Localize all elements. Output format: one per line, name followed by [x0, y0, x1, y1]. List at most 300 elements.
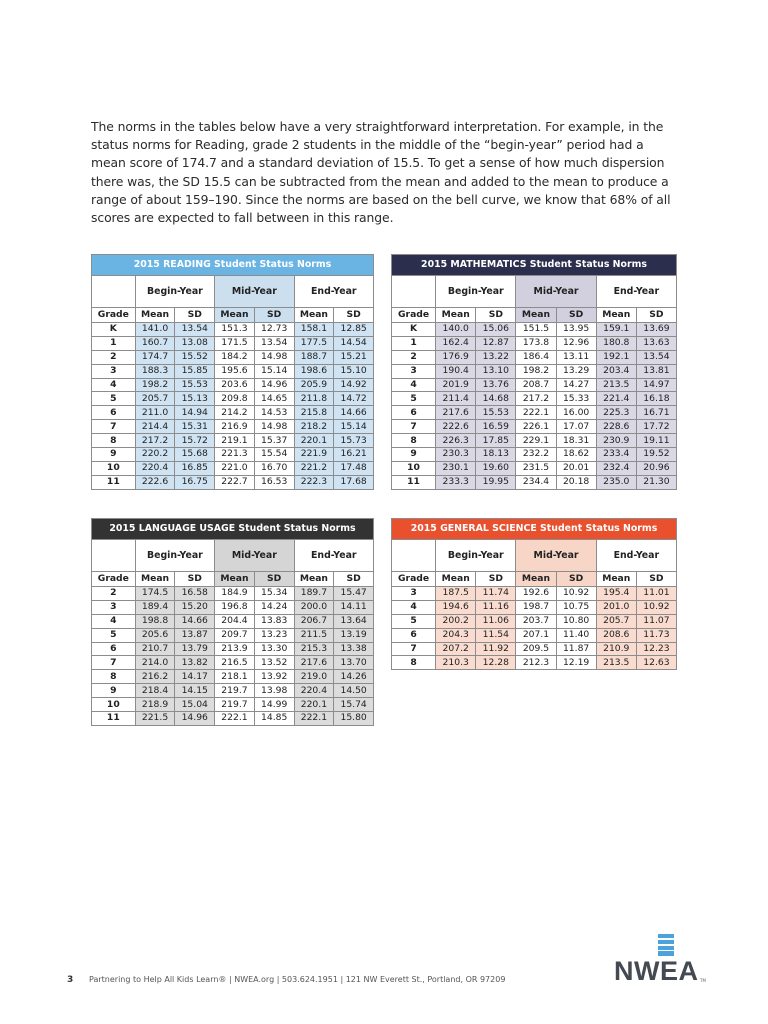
value-cell: 230.9 — [596, 434, 636, 448]
table-row — [392, 642, 677, 656]
value-cell: 15.80 — [334, 712, 374, 726]
value-cell: 212.3 — [516, 656, 556, 670]
value-cell: 14.66 — [334, 406, 374, 420]
value-cell: 226.1 — [516, 420, 556, 434]
value-cell: 162.4 — [436, 336, 476, 350]
table-row — [92, 642, 374, 656]
value-cell: 200.2 — [436, 614, 476, 628]
value-cell: 159.1 — [596, 323, 636, 337]
value-cell: 17.48 — [334, 461, 374, 475]
grade-cell: 3 — [92, 600, 136, 614]
grade-cell: 4 — [392, 600, 436, 614]
footer-text: Partnering to Help All Kids Learn® | NWEA.org | 503.624.1951 | 121 NW Everett St., Portland, OR 97209 — [89, 975, 506, 984]
value-cell: 203.7 — [516, 614, 556, 628]
value-cell: 218.2 — [294, 420, 334, 434]
value-cell: 15.04 — [175, 698, 215, 712]
table-row — [92, 614, 374, 628]
value-cell: 195.4 — [596, 587, 636, 601]
value-cell: 11.16 — [476, 600, 516, 614]
value-cell: 13.98 — [254, 684, 294, 698]
table-row — [92, 600, 374, 614]
value-cell: 15.54 — [254, 448, 294, 462]
table-row — [92, 670, 374, 684]
value-cell: 15.21 — [334, 350, 374, 364]
value-cell: 16.70 — [254, 461, 294, 475]
value-cell: 16.18 — [636, 392, 676, 406]
value-cell: 221.4 — [596, 392, 636, 406]
value-cell: 186.4 — [516, 350, 556, 364]
period-header-begin: Begin-Year — [135, 540, 214, 572]
value-cell: 13.83 — [254, 614, 294, 628]
table-row — [92, 323, 374, 337]
value-cell: 14.85 — [254, 712, 294, 726]
value-cell: 10.92 — [556, 587, 596, 601]
value-cell: 213.5 — [596, 378, 636, 392]
value-cell: 140.0 — [436, 323, 476, 337]
grade-cell: 5 — [92, 628, 136, 642]
column-header-mean: Mean — [294, 308, 334, 323]
value-cell: 10.75 — [556, 600, 596, 614]
table-row — [392, 336, 677, 350]
value-cell: 10.92 — [636, 600, 676, 614]
logo-wordmark: NWEA — [614, 956, 699, 986]
value-cell: 20.18 — [556, 475, 596, 489]
value-cell: 13.95 — [556, 323, 596, 337]
table-row — [392, 434, 677, 448]
value-cell: 198.6 — [294, 364, 334, 378]
value-cell: 217.2 — [135, 434, 175, 448]
table-title: 2015 GENERAL SCIENCE Student Status Norms — [392, 519, 677, 540]
value-cell: 17.07 — [556, 420, 596, 434]
value-cell: 203.6 — [215, 378, 255, 392]
page-footer — [67, 975, 505, 985]
value-cell: 15.13 — [175, 392, 215, 406]
column-header-mean: Mean — [294, 572, 334, 587]
value-cell: 13.23 — [254, 628, 294, 642]
column-header-mean: Mean — [436, 308, 476, 323]
value-cell: 201.0 — [596, 600, 636, 614]
value-cell: 160.7 — [135, 336, 175, 350]
table-row — [92, 364, 374, 378]
value-cell: 19.60 — [476, 461, 516, 475]
norms-table — [91, 254, 374, 490]
value-cell: 184.2 — [215, 350, 255, 364]
value-cell: 13.92 — [254, 670, 294, 684]
value-cell: 15.53 — [476, 406, 516, 420]
value-cell: 15.14 — [334, 420, 374, 434]
period-header-end: End-Year — [294, 276, 373, 308]
value-cell: 187.5 — [436, 587, 476, 601]
value-cell: 208.7 — [516, 378, 556, 392]
value-cell: 15.85 — [175, 364, 215, 378]
table-row — [92, 475, 374, 489]
value-cell: 12.63 — [636, 656, 676, 670]
grade-header-blank — [392, 540, 436, 572]
value-cell: 13.08 — [175, 336, 215, 350]
table-row — [92, 336, 374, 350]
table-row — [392, 475, 677, 489]
value-cell: 232.4 — [596, 461, 636, 475]
value-cell: 222.6 — [436, 420, 476, 434]
value-cell: 13.54 — [636, 350, 676, 364]
value-cell: 17.68 — [334, 475, 374, 489]
value-cell: 13.87 — [175, 628, 215, 642]
column-header-mean: Mean — [215, 572, 255, 587]
period-header-mid: Mid-Year — [215, 276, 294, 308]
value-cell: 13.82 — [175, 656, 215, 670]
value-cell: 233.3 — [436, 475, 476, 489]
value-cell: 14.66 — [175, 614, 215, 628]
value-cell: 211.0 — [135, 406, 175, 420]
value-cell: 189.4 — [135, 600, 175, 614]
value-cell: 232.2 — [516, 448, 556, 462]
value-cell: 13.79 — [175, 642, 215, 656]
language-usage-norms-table — [91, 518, 374, 726]
value-cell: 13.54 — [175, 323, 215, 337]
norms-table — [91, 518, 374, 726]
value-cell: 198.7 — [516, 600, 556, 614]
grade-cell: 8 — [392, 656, 436, 670]
value-cell: 210.3 — [436, 656, 476, 670]
table-title: 2015 LANGUAGE USAGE Student Status Norms — [92, 519, 374, 540]
value-cell: 16.75 — [175, 475, 215, 489]
grade-cell: 2 — [92, 350, 136, 364]
value-cell: 151.3 — [215, 323, 255, 337]
period-header-begin: Begin-Year — [436, 540, 516, 572]
value-cell: 14.96 — [175, 712, 215, 726]
value-cell: 14.65 — [254, 392, 294, 406]
value-cell: 12.85 — [334, 323, 374, 337]
grade-cell: 8 — [92, 434, 136, 448]
value-cell: 15.31 — [175, 420, 215, 434]
table-row — [92, 350, 374, 364]
table-row — [392, 406, 677, 420]
value-cell: 209.7 — [215, 628, 255, 642]
grade-cell: 8 — [92, 670, 136, 684]
value-cell: 177.5 — [294, 336, 334, 350]
column-header-grade: Grade — [92, 308, 136, 323]
logo-trademark: TM — [700, 978, 706, 983]
value-cell: 194.6 — [436, 600, 476, 614]
value-cell: 14.96 — [254, 378, 294, 392]
value-cell: 16.21 — [334, 448, 374, 462]
value-cell: 205.6 — [135, 628, 175, 642]
value-cell: 198.8 — [135, 614, 175, 628]
value-cell: 221.0 — [215, 461, 255, 475]
value-cell: 11.92 — [476, 642, 516, 656]
value-cell: 16.59 — [476, 420, 516, 434]
table-row — [92, 392, 374, 406]
value-cell: 184.9 — [215, 587, 255, 601]
value-cell: 214.4 — [135, 420, 175, 434]
column-header-sd: SD — [254, 572, 294, 587]
value-cell: 222.6 — [135, 475, 175, 489]
table-row — [392, 461, 677, 475]
value-cell: 221.2 — [294, 461, 334, 475]
value-cell: 196.8 — [215, 600, 255, 614]
period-header-end: End-Year — [596, 540, 676, 572]
table-title: 2015 READING Student Status Norms — [92, 255, 374, 276]
value-cell: 11.01 — [636, 587, 676, 601]
value-cell: 190.4 — [436, 364, 476, 378]
value-cell: 12.28 — [476, 656, 516, 670]
value-cell: 230.3 — [436, 448, 476, 462]
table-row — [92, 628, 374, 642]
value-cell: 18.13 — [476, 448, 516, 462]
column-header-grade: Grade — [92, 572, 136, 587]
value-cell: 14.27 — [556, 378, 596, 392]
grade-header-blank — [92, 276, 136, 308]
column-header-mean: Mean — [215, 308, 255, 323]
grade-cell: 6 — [392, 406, 436, 420]
value-cell: 216.5 — [215, 656, 255, 670]
value-cell: 219.1 — [215, 434, 255, 448]
grade-cell: 9 — [92, 448, 136, 462]
value-cell: 14.92 — [334, 378, 374, 392]
grade-cell: 2 — [92, 587, 136, 601]
value-cell: 174.5 — [135, 587, 175, 601]
table-row — [392, 420, 677, 434]
value-cell: 209.5 — [516, 642, 556, 656]
value-cell: 209.8 — [215, 392, 255, 406]
value-cell: 11.87 — [556, 642, 596, 656]
value-cell: 222.1 — [215, 712, 255, 726]
grade-cell: 7 — [392, 642, 436, 656]
value-cell: 11.40 — [556, 628, 596, 642]
value-cell: 13.10 — [476, 364, 516, 378]
value-cell: 15.74 — [334, 698, 374, 712]
value-cell: 13.64 — [334, 614, 374, 628]
value-cell: 188.7 — [294, 350, 334, 364]
grade-cell: 7 — [92, 420, 136, 434]
value-cell: 14.15 — [175, 684, 215, 698]
value-cell: 219.0 — [294, 670, 334, 684]
value-cell: 234.4 — [516, 475, 556, 489]
period-header-mid: Mid-Year — [215, 540, 294, 572]
value-cell: 15.53 — [175, 378, 215, 392]
value-cell: 225.3 — [596, 406, 636, 420]
value-cell: 20.01 — [556, 461, 596, 475]
value-cell: 16.71 — [636, 406, 676, 420]
table-row — [92, 378, 374, 392]
column-header-sd: SD — [334, 572, 374, 587]
value-cell: 218.1 — [215, 670, 255, 684]
value-cell: 17.72 — [636, 420, 676, 434]
value-cell: 15.14 — [254, 364, 294, 378]
value-cell: 222.3 — [294, 475, 334, 489]
value-cell: 220.4 — [135, 461, 175, 475]
grade-cell: 2 — [392, 350, 436, 364]
value-cell: 217.2 — [516, 392, 556, 406]
value-cell: 20.96 — [636, 461, 676, 475]
value-cell: 214.2 — [215, 406, 255, 420]
value-cell: 14.24 — [254, 600, 294, 614]
value-cell: 180.8 — [596, 336, 636, 350]
column-header-sd: SD — [556, 308, 596, 323]
value-cell: 11.74 — [476, 587, 516, 601]
grade-cell: 4 — [92, 614, 136, 628]
table-row — [92, 406, 374, 420]
value-cell: 222.1 — [294, 712, 334, 726]
value-cell: 11.73 — [636, 628, 676, 642]
value-cell: 19.52 — [636, 448, 676, 462]
table-row — [392, 600, 677, 614]
value-cell: 211.4 — [436, 392, 476, 406]
table-row — [392, 350, 677, 364]
norms-table — [391, 518, 677, 670]
value-cell: 174.7 — [135, 350, 175, 364]
value-cell: 219.7 — [215, 698, 255, 712]
grade-cell: 9 — [92, 684, 136, 698]
value-cell: 13.22 — [476, 350, 516, 364]
value-cell: 19.95 — [476, 475, 516, 489]
value-cell: 211.8 — [294, 392, 334, 406]
column-header-sd: SD — [556, 572, 596, 587]
value-cell: 188.3 — [135, 364, 175, 378]
value-cell: 16.53 — [254, 475, 294, 489]
value-cell: 14.72 — [334, 392, 374, 406]
value-cell: 206.7 — [294, 614, 334, 628]
value-cell: 221.9 — [294, 448, 334, 462]
general-science-norms-table — [391, 518, 677, 670]
value-cell: 226.3 — [436, 434, 476, 448]
value-cell: 213.5 — [596, 656, 636, 670]
grade-cell: 4 — [92, 378, 136, 392]
column-header-grade: Grade — [392, 572, 436, 587]
table-row — [392, 323, 677, 337]
value-cell: 13.63 — [636, 336, 676, 350]
value-cell: 15.47 — [334, 587, 374, 601]
value-cell: 14.98 — [254, 420, 294, 434]
table-row — [92, 434, 374, 448]
grade-header-blank — [92, 540, 136, 572]
value-cell: 216.9 — [215, 420, 255, 434]
column-header-sd: SD — [334, 308, 374, 323]
value-cell: 14.53 — [254, 406, 294, 420]
value-cell: 210.7 — [135, 642, 175, 656]
grade-cell: K — [392, 323, 436, 337]
value-cell: 176.9 — [436, 350, 476, 364]
table-row — [92, 712, 374, 726]
grade-cell: 6 — [92, 642, 136, 656]
value-cell: 13.69 — [636, 323, 676, 337]
value-cell: 15.73 — [334, 434, 374, 448]
value-cell: 222.1 — [516, 406, 556, 420]
nwea-logo — [614, 934, 704, 994]
mathematics-norms-table — [391, 254, 677, 490]
grade-cell: 11 — [392, 475, 436, 489]
grade-cell: 6 — [92, 406, 136, 420]
value-cell: 205.7 — [135, 392, 175, 406]
grade-cell: 7 — [92, 656, 136, 670]
value-cell: 171.5 — [215, 336, 255, 350]
value-cell: 205.9 — [294, 378, 334, 392]
grade-cell: 5 — [392, 614, 436, 628]
table-row — [92, 656, 374, 670]
grade-cell: 4 — [392, 378, 436, 392]
value-cell: 13.19 — [334, 628, 374, 642]
value-cell: 15.52 — [175, 350, 215, 364]
value-cell: 14.50 — [334, 684, 374, 698]
norms-table — [391, 254, 677, 490]
value-cell: 220.4 — [294, 684, 334, 698]
grade-cell: 7 — [392, 420, 436, 434]
value-cell: 222.7 — [215, 475, 255, 489]
value-cell: 13.29 — [556, 364, 596, 378]
value-cell: 214.0 — [135, 656, 175, 670]
value-cell: 11.54 — [476, 628, 516, 642]
value-cell: 219.7 — [215, 684, 255, 698]
value-cell: 204.4 — [215, 614, 255, 628]
value-cell: 10.80 — [556, 614, 596, 628]
value-cell: 192.6 — [516, 587, 556, 601]
grade-cell: K — [92, 323, 136, 337]
value-cell: 14.11 — [334, 600, 374, 614]
value-cell: 15.20 — [175, 600, 215, 614]
column-header-sd: SD — [476, 308, 516, 323]
table-row — [392, 392, 677, 406]
column-header-sd: SD — [636, 572, 676, 587]
grade-cell: 10 — [92, 461, 136, 475]
logo-bars-icon — [658, 934, 674, 957]
column-header-mean: Mean — [596, 308, 636, 323]
value-cell: 14.68 — [476, 392, 516, 406]
column-header-sd: SD — [254, 308, 294, 323]
table-row — [92, 698, 374, 712]
grade-header-blank — [392, 276, 436, 308]
value-cell: 229.1 — [516, 434, 556, 448]
period-header-begin: Begin-Year — [436, 276, 516, 308]
value-cell: 14.17 — [175, 670, 215, 684]
column-header-sd: SD — [175, 308, 215, 323]
page-number: 3 — [67, 975, 74, 985]
value-cell: 12.87 — [476, 336, 516, 350]
table-row — [392, 378, 677, 392]
value-cell: 151.5 — [516, 323, 556, 337]
table-row — [92, 684, 374, 698]
value-cell: 12.19 — [556, 656, 596, 670]
value-cell: 235.0 — [596, 475, 636, 489]
value-cell: 173.8 — [516, 336, 556, 350]
value-cell: 203.4 — [596, 364, 636, 378]
value-cell: 17.85 — [476, 434, 516, 448]
column-header-grade: Grade — [392, 308, 436, 323]
period-header-end: End-Year — [596, 276, 676, 308]
period-header-mid: Mid-Year — [516, 540, 596, 572]
value-cell: 13.76 — [476, 378, 516, 392]
value-cell: 215.3 — [294, 642, 334, 656]
value-cell: 230.1 — [436, 461, 476, 475]
value-cell: 208.6 — [596, 628, 636, 642]
column-header-mean: Mean — [516, 308, 556, 323]
table-row — [92, 461, 374, 475]
value-cell: 15.33 — [556, 392, 596, 406]
value-cell: 198.2 — [516, 364, 556, 378]
grade-cell: 10 — [92, 698, 136, 712]
value-cell: 14.94 — [175, 406, 215, 420]
value-cell: 141.0 — [135, 323, 175, 337]
grade-cell: 1 — [392, 336, 436, 350]
value-cell: 192.1 — [596, 350, 636, 364]
grade-cell: 5 — [92, 392, 136, 406]
value-cell: 13.38 — [334, 642, 374, 656]
value-cell: 21.30 — [636, 475, 676, 489]
column-header-sd: SD — [636, 308, 676, 323]
value-cell: 207.2 — [436, 642, 476, 656]
column-header-mean: Mean — [596, 572, 636, 587]
value-cell: 205.7 — [596, 614, 636, 628]
table-row — [92, 587, 374, 601]
